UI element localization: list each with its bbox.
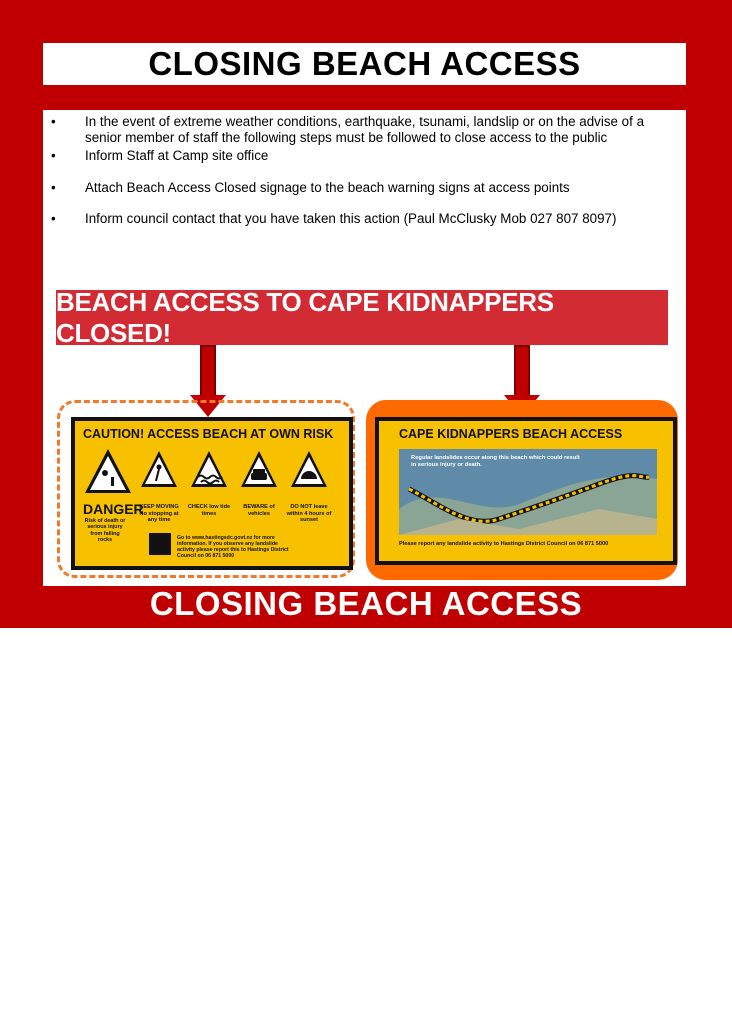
steps-list: [51, 114, 683, 230]
bullet-icon: •: [51, 211, 56, 226]
step-item: [51, 180, 683, 196]
step-item: [51, 211, 683, 227]
step-item: [51, 114, 683, 145]
landslide-warning: Regular landslides occur along this beach which could result in serious injury or death.: [411, 455, 580, 468]
cape-kidnappers-sign: [375, 417, 677, 565]
sign-web-info: Go to www.hastingsdc.govt.nz for more information. If you observe any landslide activity please report this to Hastings District Council on 06 871 5000: [177, 535, 289, 559]
step-text: Inform Staff at Camp site office: [85, 148, 269, 163]
sign-icon-label: BEWARE of vehicles: [243, 504, 275, 517]
falling-rocks-icon: [83, 447, 133, 495]
step-text: Attach Beach Access Closed signage to the beach warning signs at access points: [85, 179, 570, 195]
risk-text: Risk of death or serious injury from falling rocks: [84, 518, 126, 543]
cape-sign-heading: CAPE KIDNAPPERS BEACH ACCESS: [399, 427, 623, 441]
danger-label: DANGER: [83, 501, 144, 517]
banner-text: BEACH ACCESS TO CAPE KIDNAPPERS CLOSED!: [56, 286, 554, 348]
footer-title-text: CLOSING BEACH ACCESS: [149, 585, 583, 622]
tide-icon: [189, 449, 229, 489]
sign-icon-label: CHECK low tide times: [187, 504, 231, 517]
bullet-icon: •: [51, 148, 56, 163]
page-title: CLOSING BEACH ACCESS: [148, 45, 581, 82]
step-item: [51, 148, 683, 164]
title-box: [43, 43, 686, 85]
bullet-icon: •: [51, 114, 56, 129]
footer-title: [0, 585, 732, 623]
bullet-icon: •: [51, 179, 56, 195]
step-text: In the event of extreme weather conditions, earthquake, tsunami, landslip or on the advise of a senior member of staff the following steps must be followed to close access to the public: [85, 114, 645, 145]
content-panel: [43, 110, 686, 586]
keep-moving-icon: [139, 449, 179, 489]
sign-icon-label: KEEP MOVING No stopping at any time: [139, 504, 179, 523]
closed-banner: [56, 286, 668, 348]
report-text: Please report any landslide activity to Hastings District Council on 06 871 5000: [399, 541, 609, 547]
caution-sign-heading: CAUTION! ACCESS BEACH AT OWN RISK: [83, 427, 334, 441]
sunset-icon: [289, 449, 329, 489]
sign-icon-label: DO NOT leave within 4 hours of sunset: [286, 504, 332, 523]
step-text: Inform council contact that you have taken this action (Paul McClusky Mob 027 807 8097): [85, 211, 617, 226]
vehicle-icon: [239, 449, 279, 489]
caution-sign: [71, 417, 353, 570]
qr-code: [149, 533, 171, 555]
